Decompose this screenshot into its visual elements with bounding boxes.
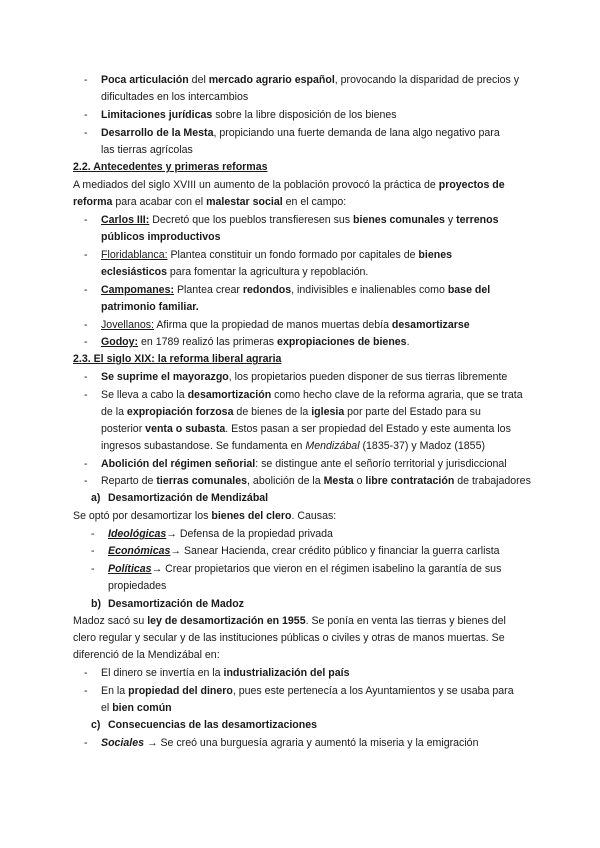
bullet-dash: - xyxy=(84,74,88,86)
list-item-mesta: Desarrollo de la Mesta, propiciando una fuerte demanda de lana algo negativo para xyxy=(101,127,500,139)
bullet-dash: - xyxy=(84,737,88,749)
bullet-dash: - xyxy=(84,458,88,470)
list-item-carlos-iii: Carlos III: Decretó que los pueblos transfieresen sus bienes comunales y terrenos xyxy=(101,214,499,226)
list-item-desamortizacion: Se lleva a cabo la desamortización como hecho clave de la reforma agraria, que se trata xyxy=(101,389,523,401)
bullet-dash: - xyxy=(84,389,88,401)
paragraph-line: clero regular y secular y de las instituciones públicas o civiles y otras de manos muertas. Se xyxy=(73,632,505,644)
bullet-dash: - xyxy=(84,249,88,261)
list-item-propiedad-dinero: En la propiedad del dinero, pues este pertenecía a los Ayuntamientos y se usaba para xyxy=(101,685,514,697)
bullet-dash: - xyxy=(84,336,88,348)
list-item-continuation: eclesiásticos para fomentar la agricultura y repoblación. xyxy=(101,266,369,278)
list-item-continuation: propiedades xyxy=(108,580,167,592)
subsection-title-mendizabal: Desamortización de Mendizábal xyxy=(108,492,269,504)
section-heading-2-2: 2.2. Antecedentes y primeras reformas xyxy=(73,161,268,173)
list-item-poca-articulacion: Poca articulación del mercado agrario español, provocando la disparidad de precios y xyxy=(101,74,520,86)
paragraph: A mediados del siglo XVIII un aumento de la población provocó la práctica de proyectos de xyxy=(73,179,505,191)
list-item-economicas: Económicas→ Sanear Hacienda, crear crédito público y financiar la guerra carlista xyxy=(108,545,500,557)
bullet-dash: - xyxy=(84,284,88,296)
list-item-continuation: dificultades en los intercambios xyxy=(101,91,249,103)
bullet-dash: - xyxy=(84,214,88,226)
paragraph-line: diferenció de la Mendizábal en: xyxy=(73,649,220,661)
bullet-dash: - xyxy=(84,371,88,383)
list-item-politicas: Políticas→ Crear propietarios que vieron en el régimen isabelino la garantía de sus xyxy=(108,563,502,575)
list-item-continuation: públicos improductivos xyxy=(101,231,221,243)
list-item-campomanes: Campomanes: Plantea crear redondos, indivisibles e inalienables como base del xyxy=(101,284,491,296)
section-heading-2-3: 2.3. El siglo XIX: la reforma liberal agraria xyxy=(73,353,282,365)
bullet-dash: - xyxy=(84,475,88,487)
list-item-continuation: de la expropiación forzosa de bienes de la iglesia por parte del Estado para su xyxy=(101,406,481,418)
list-item-floridablanca: Floridablanca: Plantea constituir un fondo formado por capitales de bienes xyxy=(101,249,452,261)
subsection-label-a: a) xyxy=(91,492,101,504)
list-item-ideologicas: Ideológicas→ Defensa de la propiedad privada xyxy=(108,528,333,540)
list-item-continuation: el bien común xyxy=(101,702,172,714)
list-item-reparto: Reparto de tierras comunales, abolición de la Mesta o libre contratación de trabajadores xyxy=(101,475,531,487)
list-item-jovellanos: Jovellanos: Afirma que la propiedad de manos muertas debía desamortizarse xyxy=(101,319,470,331)
bullet-dash: - xyxy=(84,109,88,121)
list-item-sociales: Sociales → Se creó una burguesía agraria y aumentó la miseria y la emigración xyxy=(101,737,479,749)
bullet-dash: - xyxy=(91,563,95,575)
paragraph: Se optó por desamortizar los bienes del clero. Causas: xyxy=(73,510,337,522)
bullet-dash: - xyxy=(84,667,88,679)
list-item-continuation: posterior venta o subasta. Estos pasan a ser propiedad del Estado y este aumenta los xyxy=(101,423,511,435)
subsection-title-madoz: Desamortización de Madoz xyxy=(108,598,244,610)
bullet-dash: - xyxy=(91,528,95,540)
subsection-label-c: c) xyxy=(91,719,101,731)
list-item-abolicion: Abolición del régimen señorial: se distingue ante el señorío territorial y jurisdiccional xyxy=(101,458,507,470)
subsection-label-b: b) xyxy=(91,598,101,610)
bullet-dash: - xyxy=(84,127,88,139)
list-item-industrializacion: El dinero se invertía en la industrialización del país xyxy=(101,667,350,679)
bullet-dash: - xyxy=(84,319,88,331)
bullet-dash: - xyxy=(84,685,88,697)
list-item-godoy: Godoy: en 1789 realizó las primeras expropiaciones de bienes. xyxy=(101,336,410,348)
paragraph-line: reforma para acabar con el malestar social en el campo: xyxy=(73,196,347,208)
list-item-mayorazgo: Se suprime el mayorazgo, los propietarios pueden disponer de sus tierras libremente xyxy=(101,371,508,383)
list-item-limitaciones: Limitaciones jurídicas sobre la libre disposición de los bienes xyxy=(101,109,397,121)
bullet-dash: - xyxy=(91,545,95,557)
list-item-continuation: las tierras agrícolas xyxy=(101,144,193,156)
subsection-title-consecuencias: Consecuencias de las desamortizaciones xyxy=(108,719,318,731)
list-item-continuation: ingresos subastandose. Se fundamenta en Mendizábal (1835-37) y Madoz (1855) xyxy=(101,440,485,452)
paragraph: Madoz sacó su ley de desamortización en 1955. Se ponía en venta las tierras y bienes del xyxy=(73,615,506,627)
list-item-continuation: patrimonio familiar. xyxy=(101,301,199,313)
